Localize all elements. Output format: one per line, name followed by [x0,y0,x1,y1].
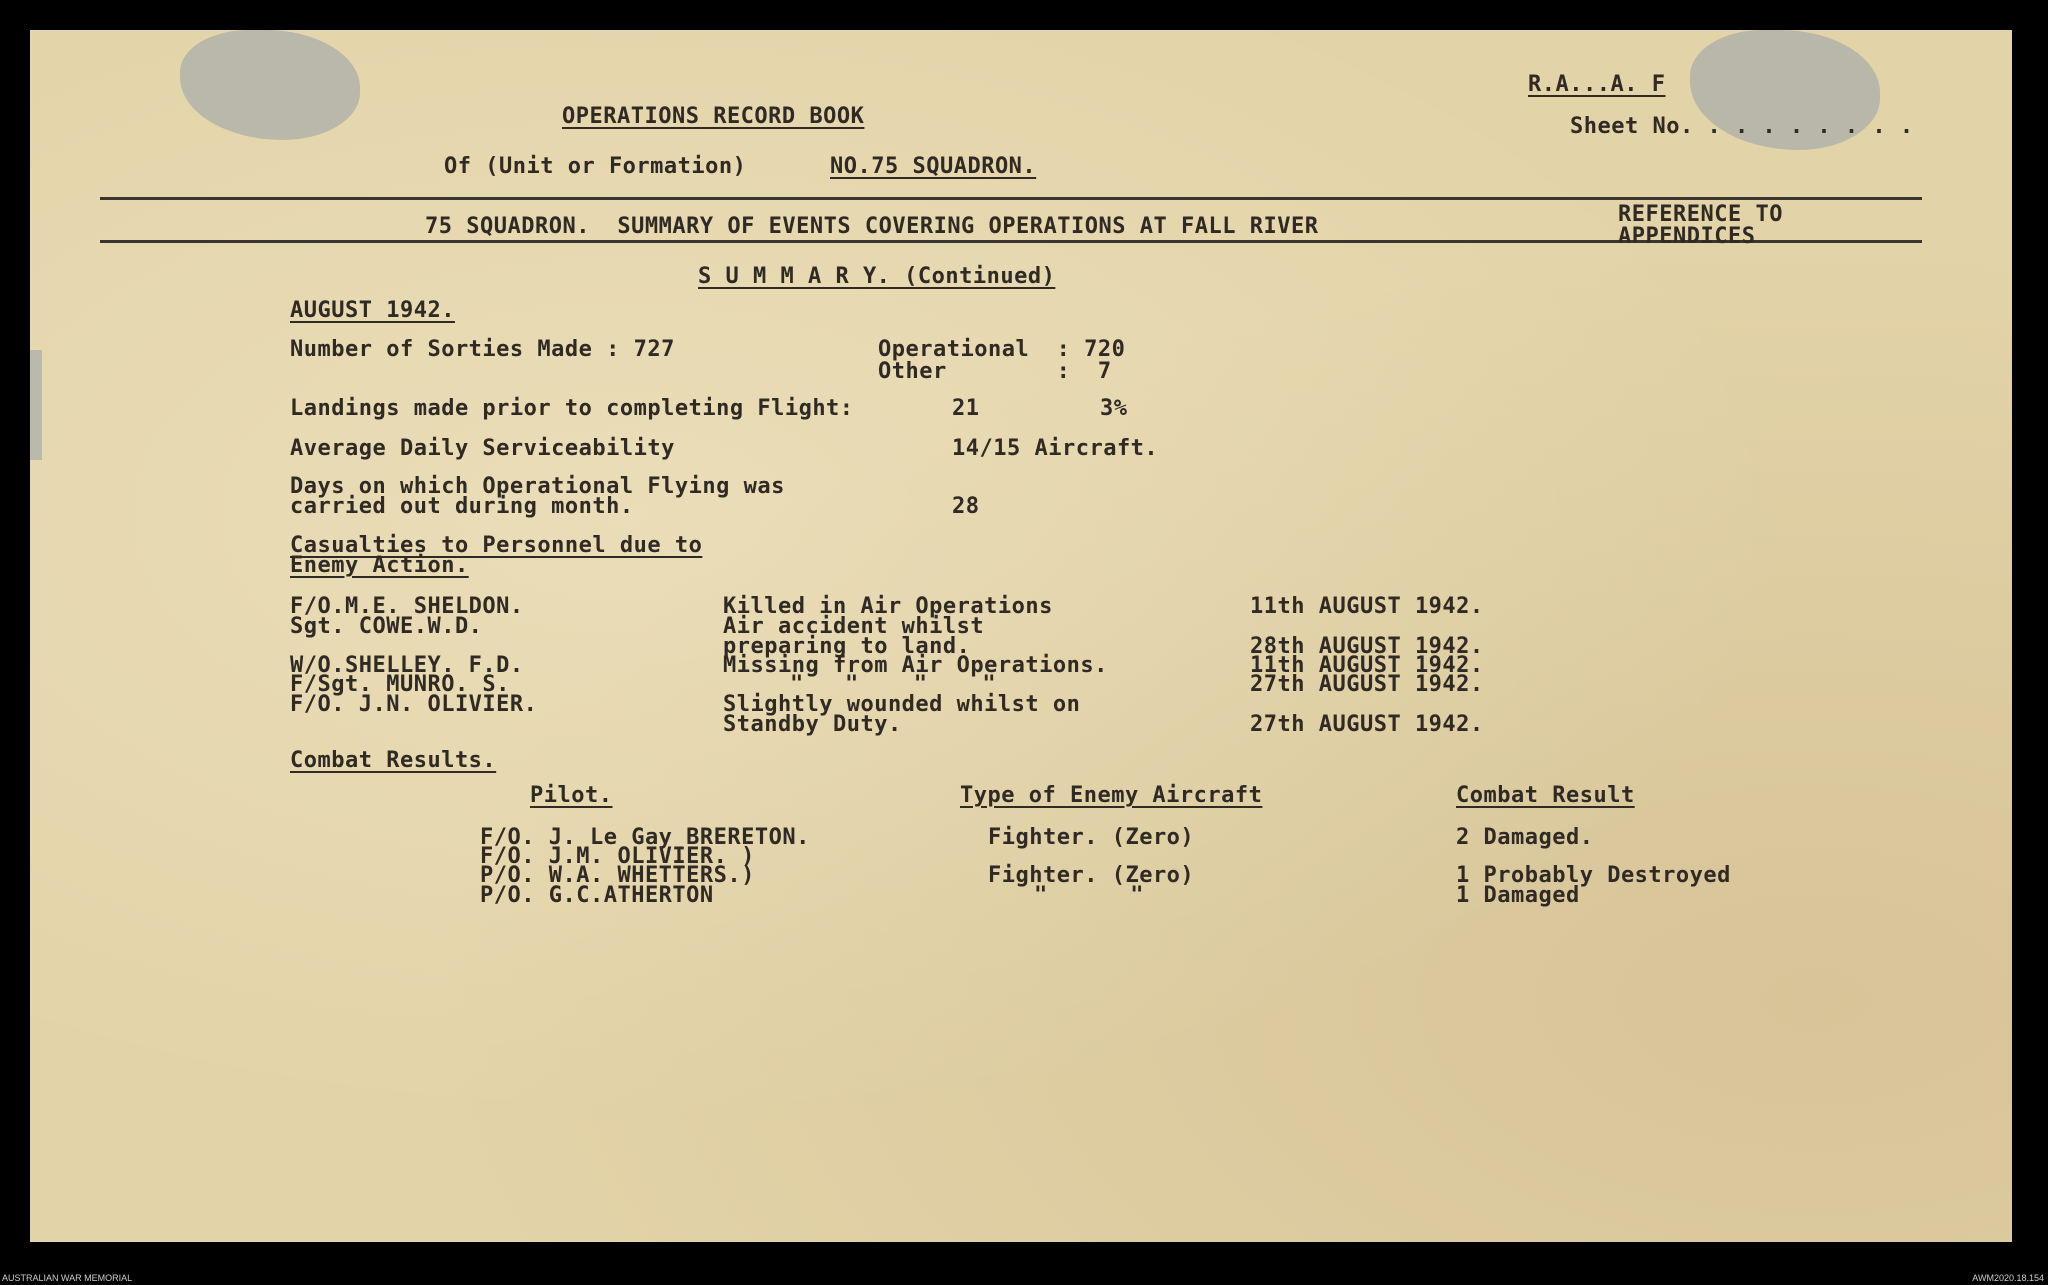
other-count: Other : 7 [878,359,1112,384]
pilot-name: P/O. G.C.ATHERTON [480,883,714,908]
sorties-label: Number of Sorties Made : 727 [290,337,675,362]
casualty-name: W/O.SHELLEY. F.D. [290,653,524,678]
aircraft-type-column-header: Type of Enemy Aircraft [960,783,1263,808]
casualty-event-ditto: " " " " [790,672,997,697]
landings-label: Landings made prior to completing Flight: [290,396,854,421]
casualty-date: 11th AUGUST 1942. [1250,594,1484,619]
casualty-name: F/Sgt. MUNRO. S. [290,672,510,697]
aircraft-type: Fighter. (Zero) [988,863,1195,888]
casualty-name: F/O.M.E. SHELDON. [290,594,524,619]
pilot-name: P/O. W.A. WHETTERS.) [480,863,755,888]
pilot-column-header: Pilot. [530,783,613,808]
unit-value: NO.75 SQUADRON. [830,154,1037,179]
days-label-2: carried out during month. [290,494,634,519]
sheet-number: Sheet No. . . . . . . . . [1570,114,1914,139]
footer-accession-number: AWM2020.18.154 [1972,1273,2044,1283]
casualty-event: Air accident whilst [723,614,985,639]
reference-line-2: APPENDICES [1618,224,1756,249]
combat-result: 1 Probably Destroyed [1456,863,1731,888]
landings-value: 21 [952,396,980,421]
days-value: 28 [952,494,980,519]
pilot-name: F/O. J.M. OLIVIER. ) [480,844,755,869]
record-book-title: OPERATIONS RECORD BOOK [562,104,865,129]
document-page [30,30,2012,1242]
casualty-event: Missing from Air Operations. [723,653,1108,678]
serviceability-value: 14/15 Aircraft. [952,436,1159,461]
top-rule [100,197,1922,200]
footer-institution: AUSTRALIAN WAR MEMORIAL [2,1273,133,1283]
casualties-heading-1: Casualties to Personnel due to [290,533,703,558]
casualty-date: 11th AUGUST 1942. [1250,653,1484,678]
month-heading: AUGUST 1942. [290,298,455,323]
casualty-name: Sgt. COWE.W.D. [290,614,483,639]
combat-result: 1 Damaged [1456,883,1580,908]
casualty-date: 28th AUGUST 1942. [1250,634,1484,659]
serviceability-label: Average Daily Serviceability [290,436,675,461]
raaf-stamp: R.A...A. F [1528,72,1666,97]
tape-patch [180,30,360,140]
combat-heading: Combat Results. [290,748,497,773]
days-label-1: Days on which Operational Flying was [290,474,785,499]
casualty-event: Slightly wounded whilst on [723,692,1081,717]
operational-count: Operational : 720 [878,337,1126,362]
casualty-date: 27th AUGUST 1942. [1250,672,1484,697]
casualty-event: Killed in Air Operations [723,594,1053,619]
casualties-heading-2: Enemy Action. [290,553,469,578]
landings-percent: 3% [1100,396,1128,421]
combat-result-column-header: Combat Result [1456,783,1635,808]
casualty-name: F/O. J.N. OLIVIER. [290,692,538,717]
pilot-name: F/O. J. Le Gay BRERETON. [480,825,810,850]
casualty-event-continued: preparing to land. [723,634,971,659]
unit-label: Of (Unit or Formation) [444,154,747,179]
casualty-event-continued: Standby Duty. [723,712,902,737]
banner-heading: 75 SQUADRON. SUMMARY OF EVENTS COVERING OPERATIONS AT FALL RIVER [425,214,1319,239]
casualty-date: 27th AUGUST 1942. [1250,712,1484,737]
aircraft-type: Fighter. (Zero) [988,825,1195,850]
summary-title: S U M M A R Y. (Continued) [698,264,1056,289]
tape-patch [30,350,42,460]
aircraft-type-ditto: " " [1034,883,1144,908]
combat-result: 2 Damaged. [1456,825,1594,850]
reference-line-1: REFERENCE TO [1618,202,1783,227]
